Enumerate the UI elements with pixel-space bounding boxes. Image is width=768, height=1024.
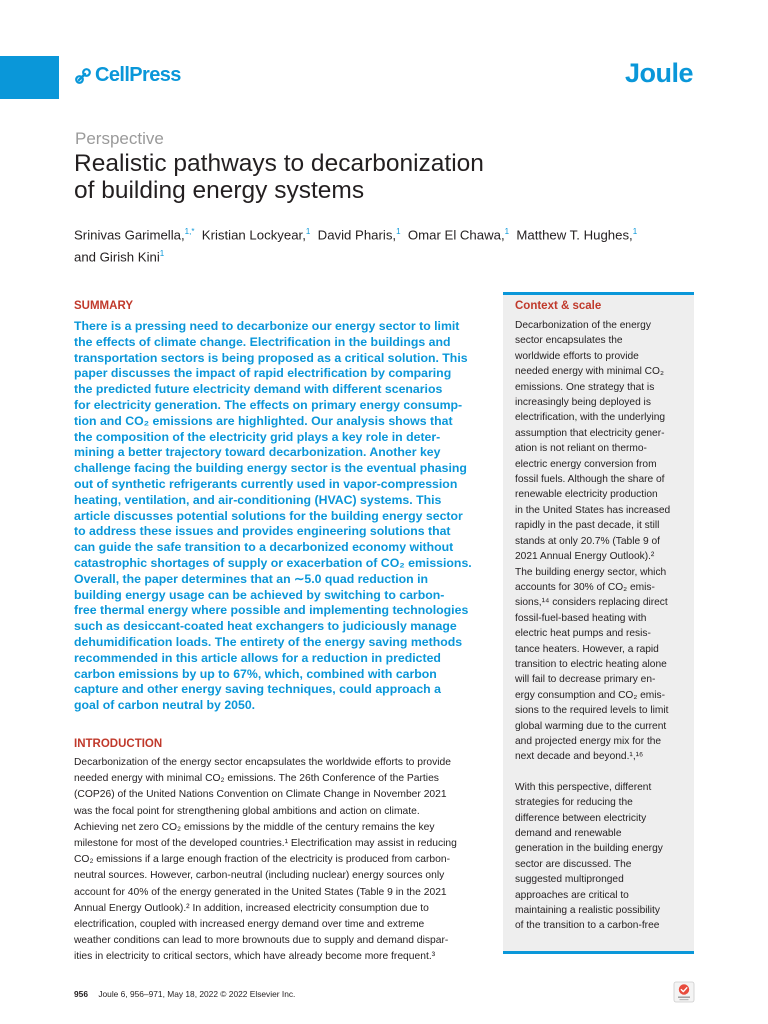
journal-logo[interactable]: Joule [624, 58, 693, 88]
context-scale-body [515, 318, 690, 934]
author-name[interactable]: Kristian Lockyear, [201, 227, 306, 243]
context-line: sector are discussed. The [515, 858, 632, 870]
author-affiliation[interactable]: 1 [632, 227, 638, 236]
introduction-line: electrification, coupled with increased energy demand over time and extreme [74, 919, 425, 931]
summary-line: catastrophic shortages of supply or exacerbation of CO₂ emissions. [74, 555, 472, 570]
context-line: assumption that electricity gener- [515, 427, 665, 439]
summary-line: challenge facing the building energy sector is the eventual phasing [74, 461, 467, 476]
title-line: Realistic pathways to decarbonization [74, 150, 484, 177]
context-line: electrification, with the underlying [515, 412, 666, 424]
introduction-line: account for 40% of the energy generated in the United States (Table 9 in the 2021 [74, 886, 447, 898]
author-affiliation[interactable]: 1 [396, 227, 401, 236]
summary-heading: SUMMARY [74, 300, 133, 312]
context-line: electric energy conversion from [515, 458, 657, 470]
introduction-line: Annual Energy Outlook).² In addition, increased electricity consumption due to [74, 902, 429, 914]
summary-line: transportation sectors is being proposed as a critical solution. This [74, 350, 468, 365]
summary-line: capture and other energy saving techniques, could approach a [74, 682, 441, 697]
introduction-line: ities in electricity to critical sectors, which have already become more frequent.³ [74, 951, 436, 963]
context-line: demand and renewable [515, 828, 622, 839]
context-line: Decarbonization of the energy [515, 320, 651, 331]
context-line: ergy consumption and CO₂ emis- [515, 689, 666, 701]
summary-line: the composition of the electricity grid plays a key role in deter- [74, 429, 441, 444]
introduction-line: CO₂ emissions if a large enough fraction of the electricity is produced from carbon- [74, 854, 451, 866]
summary-line: heating, ventilation, and air-conditioning (HVAC) systems. This [74, 492, 442, 507]
introduction-line: was the focal point for strengthening global ambitions and action on climate. [74, 805, 420, 817]
author-name[interactable]: Omar El Chawa, [407, 227, 505, 243]
summary-line: article discusses potential solutions for the building energy sector [74, 508, 463, 523]
context-line: The building energy sector, which [515, 566, 667, 578]
introduction-line: Achieving net zero CO₂ emissions by the middle of the century remains the key [74, 821, 435, 833]
author-affiliation[interactable]: 1 [159, 249, 165, 259]
summary-line: tion and CO₂ emissions are highlighted. Our analysis shows that [74, 413, 453, 428]
context-line: difference between electricity [515, 812, 647, 824]
context-line: strategies for reducing the [515, 797, 633, 809]
summary-line: goal of carbon neutral by 2050. [74, 698, 256, 713]
header-accent-block [0, 56, 59, 99]
introduction-line: needed energy with minimal CO₂ emissions. The 26th Conference of the Parties [74, 773, 439, 785]
summary-line: for electricity generation. The effects on primary energy consump- [74, 397, 463, 412]
summary-line: to address these issues and provides engineering solutions that [74, 524, 451, 539]
paragraph-gap [515, 765, 690, 780]
context-line: fossil-fuel-based heating with [515, 612, 647, 624]
introduction-heading: INTRODUCTION [74, 738, 163, 750]
author-affiliation[interactable]: 1 [305, 227, 311, 236]
context-line: of the transition to a carbon-free [515, 920, 660, 932]
check-for-updates-icon[interactable] [673, 981, 695, 1003]
introduction-line: weather conditions can lead to more brownouts due to supply and demand dispar- [74, 935, 449, 947]
context-line: tance heaters. However, a rapid [515, 643, 659, 655]
article-type: Perspective [75, 129, 164, 148]
summary-line: dehumidification loads. The entirety of the energy saving methods [74, 634, 463, 649]
title-line: of building energy systems [74, 177, 365, 204]
summary-line: free thermal energy where possible and implementing technologies [74, 603, 469, 618]
context-line: renewable electricity production [515, 489, 658, 501]
context-line: suggested multipronged [515, 874, 624, 886]
author-name[interactable]: Matthew T. Hughes, [516, 227, 633, 243]
context-line: will fail to decrease primary en- [515, 674, 656, 686]
context-line: next decade and beyond.¹,¹⁶ [515, 751, 644, 763]
introduction-line: Decarbonization of the energy sector encapsulates the worldwide efforts to provide [74, 757, 452, 768]
context-line: maintaining a realistic possibility [515, 905, 660, 917]
context-line: emissions. One strategy that is [515, 381, 655, 393]
author-name[interactable]: and Girish Kini [74, 249, 160, 265]
context-line: stands at only 20.7% (Table 9 of [515, 535, 660, 547]
summary-line: such as desiccant-coated heat exchangers to judiciously manage [74, 619, 457, 634]
summary-body [74, 319, 480, 714]
author-list [74, 222, 714, 267]
context-line: approaches are critical to [515, 889, 629, 901]
context-line: and projected energy mix for the [515, 735, 662, 747]
summary-line: the predicted future electricity demand with different scenarios [74, 382, 443, 397]
summary-line: There is a pressing need to decarbonize our energy sector to limit [74, 319, 460, 333]
summary-line: the effects of climate change. Electrification in the buildings and [74, 334, 451, 349]
journal-citation: Joule 6, 956–971, May 18, 2022 © 2022 Elsevier Inc. [98, 989, 296, 999]
summary-line: mining a better trajectory toward decarbonization. Another key [74, 445, 441, 460]
context-line: ation is not reliant on thermo- [515, 443, 647, 455]
author-line [74, 222, 714, 244]
context-line: transition to electric heating alone [515, 658, 667, 670]
publisher-logo[interactable] [75, 64, 181, 87]
summary-line: Overall, the paper determines that an ∼5.0 quad reduction in [74, 571, 429, 586]
context-scale-heading: Context & scale [515, 300, 602, 312]
page-number: 956 [74, 989, 88, 999]
context-line: fossil fuels. Although the share of [515, 474, 665, 486]
context-line: rapidly in the past decade, it still [515, 520, 660, 532]
context-line: in the United States has increased [515, 504, 671, 516]
context-line: sions,¹⁴ considers replacing direct [515, 597, 668, 609]
context-line: global warming due to the current [515, 720, 667, 732]
author-affiliation[interactable]: 1,* [184, 227, 195, 236]
summary-line: carbon emissions by up to 67%, which, combined with carbon [74, 666, 437, 681]
introduction-line: neutral sources. However, carbon-neutral (including nuclear) energy sources only [74, 870, 445, 882]
context-line: sions to the required levels to limit [515, 705, 669, 717]
context-line: generation in the building energy [515, 843, 663, 855]
context-line: accounts for 30% of CO₂ emis- [515, 581, 655, 593]
author-name[interactable]: David Pharis, [317, 227, 397, 243]
introduction-line: (COP26) of the United Nations Convention on Climate Change in November 2021 [74, 789, 447, 801]
context-line: sector encapsulates the [515, 335, 623, 347]
summary-line: building energy usage can be achieved by switching to carbon- [74, 587, 445, 602]
context-line: needed energy with minimal CO₂ [515, 366, 664, 378]
introduction-line: milestone for most of the developed countries.¹ Electrification may assist in reducing [74, 838, 457, 850]
context-line: With this perspective, different [515, 781, 652, 793]
article-title [74, 150, 634, 204]
author-line [74, 244, 714, 266]
introduction-body [74, 755, 480, 966]
page-footer [74, 989, 295, 999]
author-affiliation[interactable]: 1 [504, 227, 510, 236]
summary-line: out of synthetic refrigerants currently used in vapor-compression [74, 476, 458, 491]
cellpress-link-icon [75, 68, 92, 84]
context-line: 2021 Annual Energy Outlook).² [515, 551, 655, 563]
summary-line: recommended in this article allows for a reduction in predicted [74, 650, 441, 665]
context-line: electric heat pumps and resis- [515, 628, 651, 640]
summary-line: paper discusses the impact of rapid electrification by comparing [74, 366, 452, 381]
publisher-name: CellPress [95, 64, 181, 86]
context-line: worldwide efforts to provide [515, 350, 639, 362]
context-line: increasingly being deployed is [515, 397, 651, 409]
summary-line: can guide the safe transition to a decarbonized economy without [74, 540, 454, 555]
author-name[interactable]: Srinivas Garimella, [74, 227, 185, 243]
